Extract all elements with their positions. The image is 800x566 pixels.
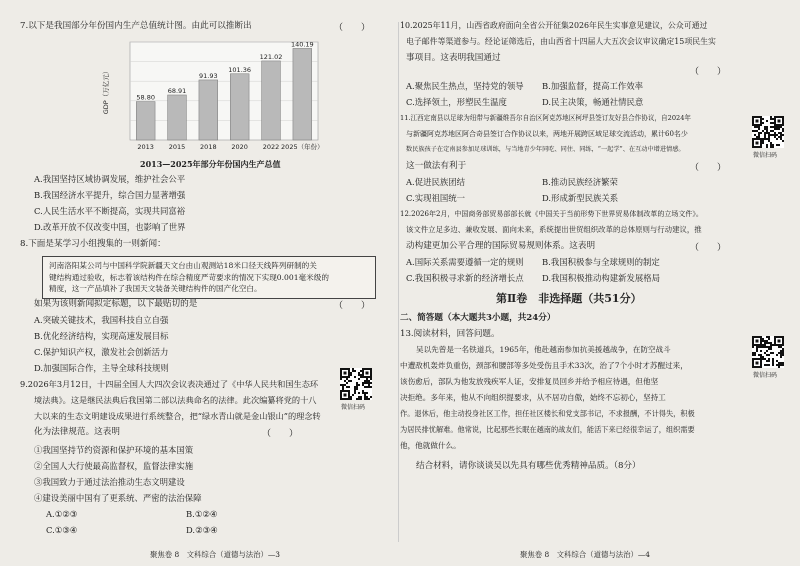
q8-stem: 8.下面是某学习小组搜集的一则新闻：: [20, 239, 166, 249]
q9-line-2: 境法典》。这是继民法典后我国第二部以法典命名的法律。此次编纂将党的十八: [34, 395, 317, 405]
q11-option-a[interactable]: A.促进民族团结: [406, 177, 465, 187]
q10-answer-bracket: （ ）: [690, 67, 727, 77]
q12-option-a[interactable]: A.国际关系需要遵循一定的规则: [406, 257, 524, 267]
x-tick-label: 2013: [137, 143, 154, 151]
chart-caption: 2013—2025年部分年份国内生产总值: [140, 159, 281, 169]
x-tick-label: 2018: [200, 143, 217, 151]
news-line: 精度，这一产品填补了我国天文装备关键结构件的国产化空白。: [49, 284, 262, 293]
q9-line-1: 9.2026年3月12日，十四届全国人大四次会议表决通过了《中华人民共和国生态环: [20, 379, 319, 389]
plot-area: [130, 42, 318, 140]
data-label: 91.93: [199, 71, 218, 80]
q9-line-3: 大以来的生态文明建设成果进行系统整合，把“绿水青山就是金山银山”的理念转: [34, 411, 321, 421]
q12-answer-bracket: （ ）: [690, 243, 727, 253]
q10-option-c[interactable]: C.选择领土，形塑民生温度: [406, 97, 507, 107]
q9-option-c[interactable]: C.①③④: [46, 525, 78, 535]
q11-line-3: 数民族孩子在定南县参加足球训练，与当地青少年同吃、同住、同练，“一起学”、在互动中增进情感。: [406, 146, 685, 153]
news-line: 河南洛阳某公司与中国科学院新疆天文台由山观测站18米口径天线阵列研制的关: [49, 261, 317, 270]
data-label: 140.19: [290, 40, 314, 49]
q13-stem: 13.阅读材料，回答问题。: [400, 329, 500, 339]
bar: [136, 102, 155, 140]
q9-line-4: 化为法律规范。这表明: [34, 427, 120, 437]
q9-option-b[interactable]: B.①②④: [186, 509, 218, 519]
q7-option-b[interactable]: B.我国经济水平提升，综合国力显著增强: [34, 190, 186, 200]
q9-statement-2: ②全国人大行使最高监督权，监督法律实施: [34, 461, 194, 471]
x-tick-label: 2015: [168, 143, 186, 151]
x-tick-label: 2022: [262, 143, 280, 151]
x-tick-label: 2025（年份）: [281, 143, 324, 151]
material-line: 他，他就做什么。: [400, 441, 461, 450]
q10-option-a[interactable]: A.聚焦民生热点，坚持党的领导: [406, 81, 524, 91]
q11-option-c[interactable]: C.实现祖国统一: [406, 193, 466, 203]
q9-statement-4: ④建设美丽中国有了更系统、严密的法治保障: [34, 493, 202, 503]
q11-stem: 这一做法有利于: [406, 161, 467, 171]
q8-option-a[interactable]: A.突破关键技术，我国科技自立自强: [34, 315, 169, 325]
data-label: 121.02: [259, 52, 283, 61]
page-footer-right: 聚焦卷 8 文科综合（道德与法治）—4: [520, 550, 651, 559]
part-two-heading: 二、简答题（本大题共3小题，共24分）: [400, 313, 556, 323]
bar: [199, 80, 218, 140]
q7-stem: 7.以下是我国部分年份国内生产总值统计图。由此可以推断出: [20, 21, 252, 31]
q11-line-1: 11.江西定南县以足球为纽带与新疆维吾尔自治区阿克苏地区柯坪县签订友好县合作协议，自2024年: [400, 114, 692, 122]
q9-statement-3: ③我国致力于通过法治推动生态文明建设: [34, 477, 185, 487]
qr-code-icon[interactable]: [752, 336, 784, 368]
q8-prompt: 如果为该则新闻拟定标题，以下最贴切的是: [34, 299, 198, 309]
q12-line-1: 12.2026年2月，中国商务部贸易部部长就《中国关于当前形势下世界贸易体制改革的立场文件》。: [400, 210, 703, 218]
q8-option-b[interactable]: B.优化经济结构，实现高速发展目标: [34, 331, 169, 341]
y-axis-label: GDP（万亿元）: [102, 67, 110, 115]
q9-option-a[interactable]: A.①②③: [46, 509, 78, 519]
material-line: 决拒绝。多年来，他从不向组织提要求，从不居功自傲，始终不忘初心，坚持工: [400, 393, 666, 402]
q8-option-d[interactable]: D.加强国际合作，主导全球科技规则: [34, 363, 169, 373]
news-box: [42, 256, 376, 299]
q7-answer-bracket: （ ）: [334, 23, 371, 33]
q11-answer-bracket: （ ）: [690, 163, 727, 173]
q9-option-d[interactable]: D.②③④: [186, 525, 218, 535]
q11-option-d[interactable]: D.形成新型民族关系: [542, 193, 619, 203]
data-label: 68.91: [167, 86, 187, 95]
qr-code-icon[interactable]: [752, 116, 784, 148]
page-footer-left: 聚焦卷 8 文科综合（道德与法治）—3: [150, 550, 281, 559]
bar: [168, 95, 187, 140]
q12-line-3: 动构建更加公平合理的国际贸易规则体系。这表明: [406, 241, 596, 251]
q9-statement-1: ①我国坚持节约资源和保护环境的基本国策: [34, 445, 194, 455]
q7-option-d[interactable]: D.改革开放不仅改变中国，也影响了世界: [34, 222, 186, 232]
q7-option-c[interactable]: C.人民生活水平不断提高，实现共同富裕: [34, 206, 186, 216]
material-line: 作。退休后，他主动投身社区工作，担任社区楼长和党支部书记，不求报酬，不计得失，积极: [400, 409, 695, 418]
bar: [293, 48, 312, 140]
q8-option-c[interactable]: C.保护知识产权，激发社会创新活力: [34, 347, 169, 357]
bar: [230, 74, 249, 140]
news-line: 键结构通过验收，标志着该结构件在综合精度严苛要求的情况下实现0.001毫米级的: [49, 272, 329, 282]
qr-code-icon[interactable]: [340, 368, 372, 400]
x-tick-label: 2020: [231, 143, 248, 151]
right-page: [400, 0, 800, 566]
data-label: 58.80: [136, 93, 155, 102]
q10-option-d[interactable]: D.民主决策，畅通社情民意: [542, 97, 644, 107]
q11-option-b[interactable]: B.推动民族经济繁荣: [542, 177, 618, 187]
q10-option-b[interactable]: B.加强监督，提高工作效率: [542, 81, 643, 91]
q12-option-c[interactable]: C.我国积极寻求新的经济增长点: [406, 273, 524, 283]
qr-label: 微信扫码: [753, 152, 778, 159]
material-line: 吴以先曾是一名铁道兵，1965年，他赴越南参加抗美援越战争，在防空战斗: [416, 345, 671, 354]
material-line: 为居民排忧解难。他常说，比起那些长眠在越南的战友们，能活下来已经很幸运了，组织需要: [400, 425, 695, 434]
q12-option-b[interactable]: B.我国积极参与全球规则的制定: [542, 257, 660, 267]
q9-answer-bracket: （ ）: [262, 429, 299, 439]
q8-answer-bracket: （ ）: [334, 301, 371, 311]
q10-line-3: 事项目。这表明我国通过: [406, 53, 501, 63]
qr-label: 微信扫码: [753, 372, 778, 379]
q10-line-2: 电子邮件等渠道参与。经论证筛选后，由山西省十四届人大五次会议审议确定15项民生实: [406, 37, 716, 46]
q11-line-2: 与新疆阿克苏地区阿合奇县签订合作协议以来，两地开展跨区域足球交流活动，累计60名少: [406, 130, 688, 138]
data-label: 101.36: [228, 65, 252, 74]
bar: [262, 61, 281, 140]
q10-line-1: 10.2025年11月，山西省政府面向全省公开征集2026年民生实事意见建议，公众可通过: [400, 21, 708, 30]
material-line: 中遭敌机轰炸负重伤，颈部和腰部等多处受伤且手术33次，治了7个小时才苏醒过来，: [400, 361, 688, 370]
material-line: 该伤愈后，部队为他发放残疾军人证，安排复员回乡并给予相应待遇，但他坚: [400, 377, 659, 386]
section-title: 第Ⅱ卷 非选择题（共51分）: [496, 292, 642, 305]
q7-option-a[interactable]: A.我国坚持区域协调发展，维护社会公平: [34, 174, 186, 184]
q12-line-2: 该文件立足多边、兼收发展、面向未来，系统提出世贸组织改革的总体原则与行动建议，推: [406, 225, 702, 234]
q12-option-d[interactable]: D.我国积极推动构建新发展格局: [542, 273, 660, 283]
gdp-bar-chart: [98, 36, 328, 158]
qr-label: 微信扫码: [341, 404, 366, 411]
q13-ask: 结合材料，请你谈谈吴以先具有哪些优秀精神品质。（8分）: [416, 461, 641, 471]
